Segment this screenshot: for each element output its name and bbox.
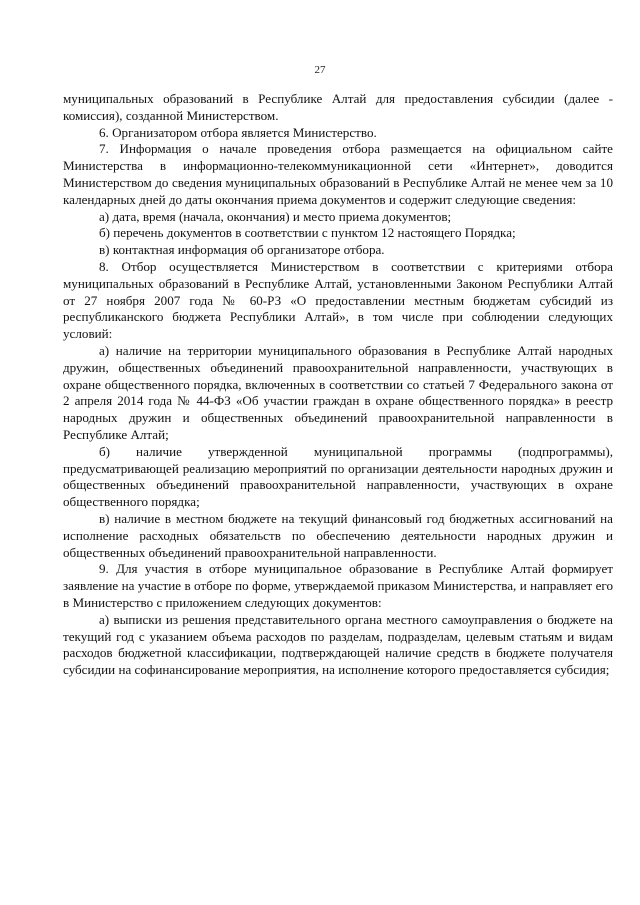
subitem-9a: а) выписки из решения представительного органа местного самоуправления о бюджете на текущий год с указанием объема расходов по разделам, подразделам, целевым статьям и видам расходов бюджетной классификации, подтверждающей наличие средств в бюджете получателя субсидии на софинансирование мероприятия, на исполнение которого предоставляется субсидия; — [63, 611, 613, 678]
paragraph-item-7: 7. Информация о начале проведения отбора размещается на официальном сайте Министерства в информационно-телекоммуникационной сети «Интернет», доводится Министерством до сведения муниципальных образований в Республике Алтай не менее чем за 10 календарных дней до даты окончания приема документов и содержит следующие сведения: — [63, 141, 613, 207]
subitem-7c: в) контактная информация об организаторе отбора. — [99, 242, 385, 258]
subitem-7a: а) дата, время (начала, окончания) и место приема документов; — [99, 208, 452, 224]
subitem-8b: б) наличие утвержденной муниципальной программы (подпрограммы), предусматривающей реализацию мероприятий по организации деятельности народных дружин и общественных объединений правоохранительной направленности, участвующих в охране общественного порядка; — [63, 443, 613, 510]
paragraph-item-6: 6. Организатором отбора является Министерство. — [99, 124, 377, 140]
subitem-7b: б) перечень документов в соответствии с пунктом 12 настоящего Порядка; — [99, 225, 516, 241]
paragraph-continuation: муниципальных образований в Республике Алтай для предоставления субсидии (далее - комиссия), созданной Министерством. — [63, 91, 613, 123]
document-body — [63, 91, 613, 679]
subitem-8c: в) наличие в местном бюджете на текущий финансовый год бюджетных ассигнований на исполнение расходных обязательств по обеспечению деятельности народных дружин и общественных объединений правоохранительной направленности. — [63, 510, 613, 560]
paragraph-item-9: 9. Для участия в отборе муниципальное образование в Республике Алтай формирует заявление на участие в отборе по форме, утверждаемой приказом Министерства, и направляет его в Министерство с приложением следующих документов: — [63, 561, 613, 610]
subitem-8a: а) наличие на территории муниципального образования в Республике Алтай народных дружин, общественных объединений правоохранительной направленности, участвующих в охране общественного порядка, включенных в соответствии со статьей 7 Федерального закона от 2 апреля 2014 года № 44-ФЗ «Об участии граждан в охране общественного порядка» в реестр народных дружин и общественных объединений правоохранительной направленности в Республике Алтай; — [63, 342, 613, 442]
paragraph-item-8: 8. Отбор осуществляется Министерством в соответствии с критериями отбора муниципальных образований в Республике Алтай, установленными Законом Республики Алтай от 27 ноября 2007 года № 60-РЗ «О предоставлении местным бюджетам субсидий из республиканского бюджета Республики Алтай», в том числе при соблюдении следующих условий: — [63, 258, 613, 342]
page-number: 27 — [314, 64, 326, 76]
